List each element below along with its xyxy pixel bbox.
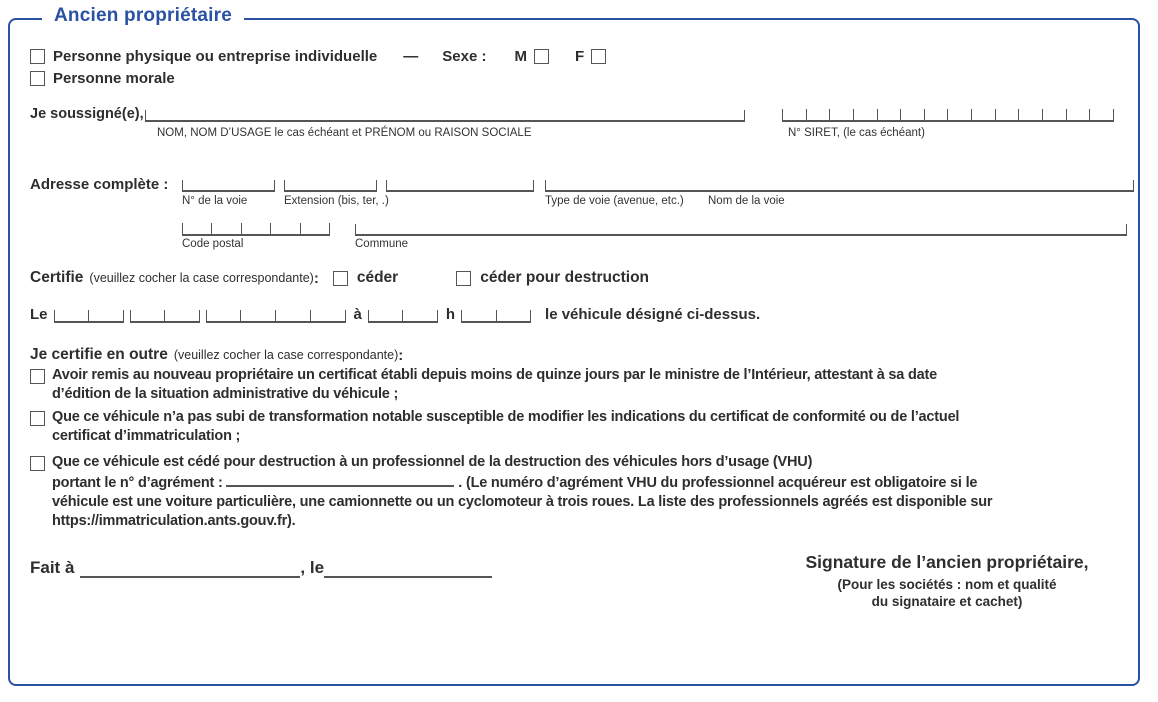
fait-le-field[interactable] (324, 558, 492, 578)
certif-item1-line1: Avoir remis au nouveau propriétaire un certificat établi depuis moins de quinze jours par le ministre de l’Intérieur, attestant à sa date (52, 367, 938, 383)
certif-item1-checkbox[interactable] (30, 369, 45, 384)
fait-a-field[interactable] (80, 558, 300, 578)
certifie-label: Certifie (30, 269, 84, 286)
certif-item3-line1: Que ce véhicule est cédé pour destruction à un professionnel de la destruction des véhicules hors d’usage (VHU) (52, 454, 813, 470)
ceder-label: céder (356, 269, 399, 286)
personne-morale-checkbox[interactable] (30, 71, 45, 86)
time-minute-field[interactable] (461, 310, 531, 323)
street-name-field[interactable] (545, 180, 1134, 192)
certif-item2-checkbox[interactable] (30, 411, 45, 426)
sexe-f-checkbox[interactable] (591, 49, 606, 64)
time-h-label: h (445, 306, 456, 323)
adresse-label: Adresse complète : (30, 176, 169, 193)
siret-caption: N° SIRET, (le cas échéant) (788, 127, 925, 139)
sexe-f-label: F (574, 48, 585, 65)
certif-item1-text (52, 366, 937, 404)
personne-physique-checkbox[interactable] (30, 49, 45, 64)
certif-item3-line4: https://immatriculation.ants.gouv.fr). (52, 513, 296, 529)
ceder-destruction-label: céder pour destruction (480, 269, 650, 286)
sexe-m-checkbox[interactable] (534, 49, 549, 64)
name-field[interactable] (145, 110, 745, 122)
certif-item2-line2: certificat d’immatriculation ; (52, 428, 241, 444)
certif-item3-line3: véhicule est une voiture particulière, une camionnette ou un cyclomoteur à trois roues. La liste des professionnels agréés est disponible sur (52, 494, 993, 510)
certifie-outre-label: Je certifie en outre (30, 346, 168, 363)
commune-caption: Commune (355, 238, 409, 250)
street-number-caption: N° de la voie (182, 195, 248, 207)
dash-separator: — (403, 48, 419, 65)
signature-title: Signature de l’ancien propriétaire, (805, 552, 1089, 572)
date-year-field[interactable] (206, 310, 346, 323)
ceder-checkbox[interactable] (333, 271, 348, 286)
name-field-caption: NOM, NOM D’USAGE le cas échéant et PRÉNOM ou RAISON SOCIALE (157, 127, 532, 139)
street-name-caption: Nom de la voie (708, 195, 785, 207)
agrement-prefix: portant le n° d’agrément : (52, 475, 223, 491)
section-title: Ancien propriétaire (42, 5, 244, 27)
certif-item2-line1: Que ce véhicule n’a pas subi de transformation notable susceptible de modifier les indications du certificat de conformité ou de l’actuel (52, 409, 960, 425)
extension-field[interactable] (284, 180, 377, 192)
date-a-label: à (353, 306, 362, 323)
certif-item1-line2: d’édition de la situation administrative du véhicule ; (52, 386, 399, 402)
fait-le-label: , le (300, 558, 325, 577)
date-day-field[interactable] (54, 310, 124, 323)
soussigne-label: Je soussigné(e), (30, 106, 144, 122)
date-line-suffix: le véhicule désigné ci-dessus. (545, 306, 761, 323)
sexe-m-label: M (514, 48, 527, 65)
agrement-number-field[interactable] (226, 472, 454, 487)
street-number-field[interactable] (182, 180, 275, 192)
certifie-outre-colon: : (398, 346, 404, 364)
certifie-colon: : (313, 269, 319, 287)
street-type-field[interactable] (386, 180, 534, 192)
certif-item2-text (52, 408, 959, 446)
personne-morale-label: Personne morale (53, 70, 175, 87)
certifie-hint: (veuillez cocher la case correspondante) (89, 271, 314, 285)
certif-item3-checkbox[interactable] (30, 456, 45, 471)
ceder-destruction-checkbox[interactable] (456, 271, 471, 286)
sexe-label: Sexe : (442, 48, 487, 65)
time-hour-field[interactable] (368, 310, 438, 323)
certif-item3-text (52, 453, 992, 531)
commune-field[interactable] (355, 224, 1127, 236)
street-type-caption: Type de voie (avenue, etc.) (545, 195, 684, 207)
certif-item3-line2 (52, 472, 992, 493)
certifie-outre-hint: (veuillez cocher la case correspondante) (173, 348, 399, 362)
signature-sub2: du signataire et cachet) (871, 594, 1023, 609)
fait-a-label: Fait à (30, 558, 75, 577)
code-postal-field[interactable] (182, 223, 330, 236)
personne-physique-label: Personne physique ou entreprise individuelle (53, 48, 378, 65)
signature-sub1: (Pour les sociétés : nom et qualité (837, 577, 1057, 592)
agrement-suffix: . (Le numéro d’agrément VHU du professionnel acquéreur est obligatoire si le (458, 475, 978, 491)
date-le-label: Le (30, 306, 48, 323)
date-month-field[interactable] (130, 310, 200, 323)
siret-field[interactable] (782, 109, 1114, 122)
signature-block (784, 552, 1110, 610)
code-postal-caption: Code postal (182, 238, 244, 250)
extension-caption: Extension (bis, ter, .) (284, 195, 389, 207)
